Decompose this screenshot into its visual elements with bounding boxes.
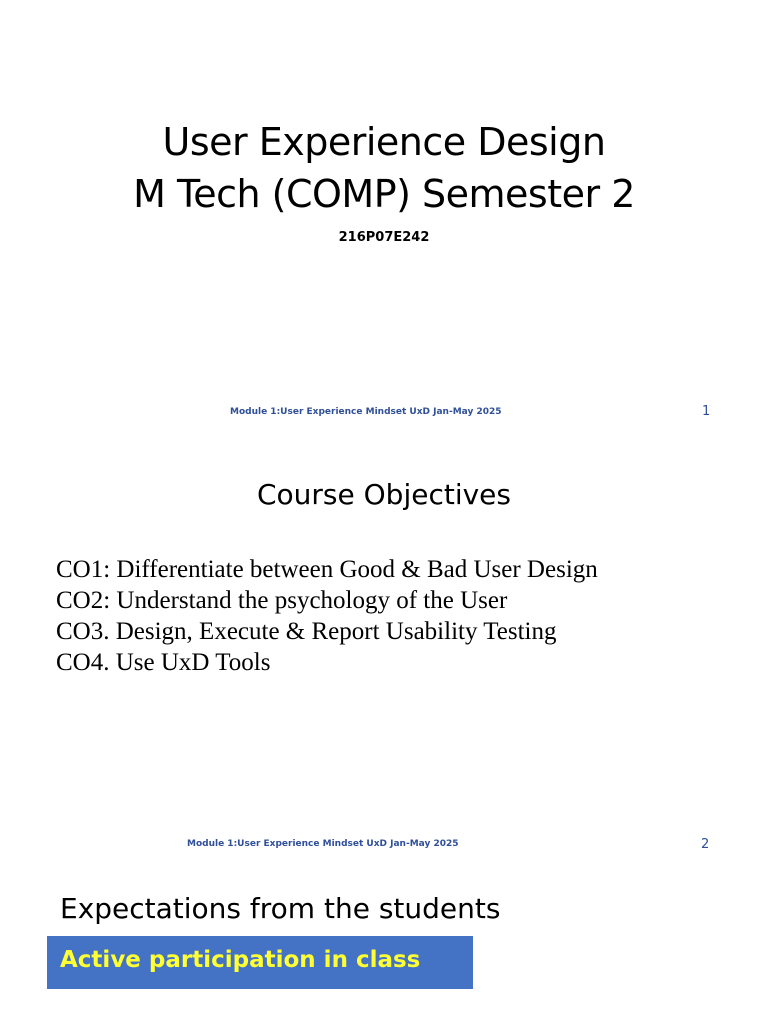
slide-1 [0, 0, 768, 436]
slide-2 [0, 436, 768, 866]
page-number: 2 [701, 837, 710, 852]
objective-item: CO1: Differentiate between Good & Bad User Design [56, 556, 598, 583]
highlight-box [47, 936, 473, 989]
slide-footer: Module 1:User Experience Mindset UxD Jan-May 2025 [230, 407, 502, 417]
page-number: 1 [702, 404, 711, 419]
objective-item: CO2: Understand the psychology of the User [56, 587, 508, 614]
objective-item: CO4. Use UxD Tools [56, 649, 271, 676]
slide-title [0, 116, 768, 220]
title-line-2: M Tech (COMP) Semester 2 [133, 172, 635, 216]
slide-title: Expectations from the students [60, 892, 501, 925]
title-line-1: User Experience Design [162, 120, 606, 164]
objectives-list [56, 554, 598, 678]
course-code: 216P07E242 [338, 230, 430, 245]
slide-title: Course Objectives [256, 478, 511, 511]
slide-3 [0, 866, 768, 1024]
slide-footer: Module 1:User Experience Mindset UxD Jan-May 2025 [187, 839, 459, 849]
highlight-text: Active participation in class [60, 947, 421, 973]
objective-item: CO3. Design, Execute & Report Usability Testing [56, 618, 557, 645]
